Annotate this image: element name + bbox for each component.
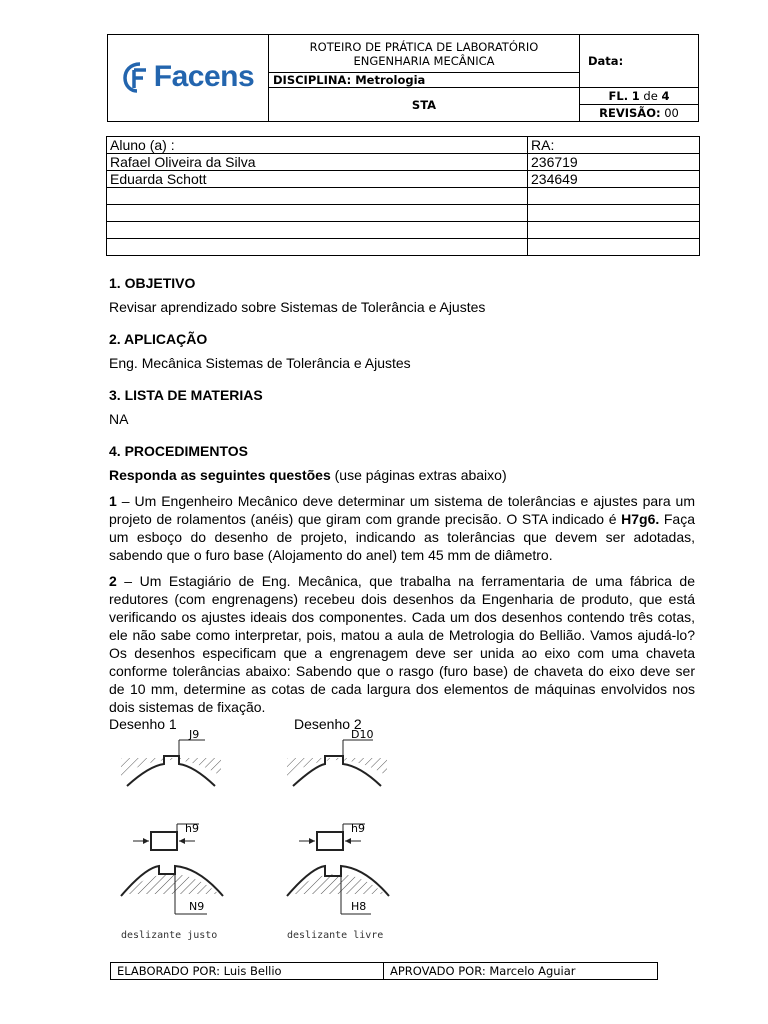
table-row	[107, 188, 700, 205]
subject-cell	[269, 88, 580, 122]
drawing-2-key-tolerance: h9	[351, 822, 365, 835]
procedures-title: 4. PROCEDIMENTOS	[109, 443, 248, 459]
figures	[109, 716, 509, 946]
facens-logo-icon	[122, 61, 150, 93]
drawing-1-key-tolerance: h9	[185, 822, 199, 835]
question-2: 2 – Um Estagiário de Eng. Mecânica, que trabalha na ferramentaria de uma fábrica de redutores (com engrenagens) recebeu dois desenhos da Engenharia de produto, que está verificando os ajustes ideais dos componentes. Cada um dos desenhos contendo três cotas, ele não sabe como interpretar, pois, matou a aula de Metrologia do Bellião. Vamos ajudá-lo? Os desenhos especificam que a engrenagem deve ser unida ao eixo com uma chaveta conforme tolerâncias abaixo: Sabendo que o rasgo (furo base) de chaveta do eixo deve ser de 10 mm, determine as cotas de cada largura dos elementos de máquinas envolvidos nos dois sistemas de fixação.	[109, 573, 695, 715]
application-text: Eng. Mecânica Sistemas de Tolerância e Ajustes	[109, 355, 411, 371]
student-ra-cell: RA:	[528, 137, 700, 154]
title-cell	[269, 35, 580, 73]
drawing-1	[121, 728, 223, 941]
date-cell	[580, 35, 699, 88]
application-title: 2. APLICAÇÃO	[109, 331, 208, 347]
drawing-2-shaft-tolerance: H8	[351, 900, 367, 913]
table-row	[107, 171, 700, 188]
drawing-1-caption: deslizante justo	[121, 930, 218, 941]
drawing-2	[287, 728, 389, 941]
drawing-1-hub	[121, 728, 221, 786]
student-name-cell: Eduarda Schott	[107, 171, 528, 188]
table-row	[107, 239, 700, 256]
objective-text: Revisar aprendizado sobre Sistemas de Tolerância e Ajustes	[109, 299, 486, 315]
prepared-by: ELABORADO POR: Luis Bellio	[111, 963, 384, 980]
student-ra-cell: 236719	[528, 154, 700, 171]
drawing-1-hub-tolerance: J9	[189, 728, 200, 741]
student-name-cell: Aluno (a) :	[107, 137, 528, 154]
subject: STA	[411, 97, 437, 112]
discipline-value: Metrologia	[355, 73, 426, 87]
sheet-number: FL. 1 de 4	[580, 88, 698, 105]
approved-by: APROVADO POR: Marcelo Aguiar	[384, 963, 658, 980]
drawing-2-hub-tolerance: D10	[351, 728, 374, 741]
student-ra-cell: 234649	[528, 171, 700, 188]
drawing-2-caption: deslizante livre	[287, 930, 384, 941]
drawing-2-shaft	[287, 866, 389, 914]
discipline-label: DISCIPLINA:	[273, 73, 352, 87]
sheet-revision-cell	[580, 88, 699, 122]
table-row	[107, 205, 700, 222]
revision: REVISÃO: 00	[599, 106, 679, 120]
title-line-2: ENGENHARIA MECÂNICA	[353, 53, 495, 68]
discipline-cell	[269, 73, 580, 88]
drawing-1-shaft	[121, 866, 223, 914]
drawing-1-shaft-tolerance: N9	[189, 900, 205, 913]
student-name-cell	[107, 205, 528, 222]
student-name-cell	[107, 188, 528, 205]
title-line-1: ROTEIRO DE PRÁTICA DE LABORATÓRIO	[309, 39, 539, 54]
table-row	[107, 137, 700, 154]
drawing-2-key	[299, 822, 365, 850]
instructions: Responda as seguintes questões (use páginas extras abaixo)	[109, 467, 507, 483]
student-ra-cell	[528, 222, 700, 239]
document-footer	[110, 962, 658, 980]
student-name-cell	[107, 239, 528, 256]
question-1: 1 – Um Engenheiro Mecânico deve determinar um sistema de tolerâncias e ajustes para um projeto de rolamentos (anéis) que giram com grande precisão. O STA indicado é H7g6. Faça um esboço do desenho de projeto, indicando as tolerâncias que devem ser adotadas, sabendo que o furo base (Alojamento do anel) tem 45 mm de diâmetro.	[109, 493, 696, 563]
keyway-drawings	[109, 728, 509, 966]
objective-title: 1. OBJETIVO	[109, 275, 196, 291]
figure-2-title: Desenho 2	[294, 716, 362, 732]
document-body	[109, 274, 695, 716]
table-row	[107, 154, 700, 171]
figure-1-title: Desenho 1	[109, 716, 177, 732]
student-name-cell	[107, 222, 528, 239]
student-name-cell: Rafael Oliveira da Silva	[107, 154, 528, 171]
student-ra-cell	[528, 205, 700, 222]
materials-title: 3. LISTA DE MATERIAS	[109, 387, 263, 403]
logo-cell	[108, 35, 269, 122]
facens-logo	[122, 60, 254, 94]
students-table	[106, 136, 700, 256]
student-ra-cell	[528, 188, 700, 205]
materials-text: NA	[109, 411, 129, 427]
drawing-2-hub	[287, 728, 387, 786]
drawing-1-key	[133, 822, 199, 850]
table-row	[107, 222, 700, 239]
document-header	[107, 34, 699, 122]
logo-text: Facens	[153, 60, 255, 93]
date-label: Data:	[588, 54, 624, 68]
student-ra-cell	[528, 239, 700, 256]
